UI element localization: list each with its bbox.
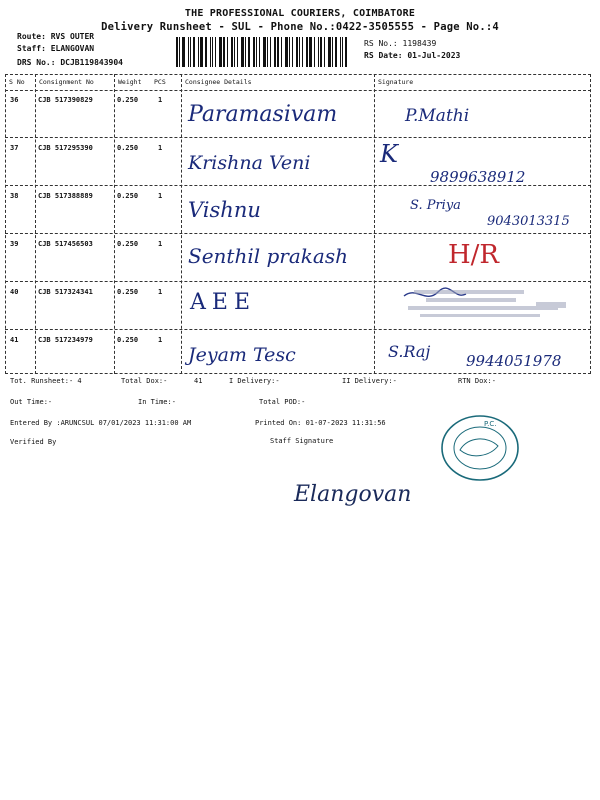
table-bottom-border (5, 373, 591, 374)
barcode-bar (267, 37, 268, 67)
barcode-bar (328, 37, 331, 67)
company-name: THE PROFESSIONAL COURIERS, COIMBATORE (184, 8, 416, 19)
row-weight: 0.250 (117, 192, 139, 200)
barcode-bar (219, 37, 222, 67)
barcode-bar (324, 37, 325, 67)
rs-no-value: 1198439 (402, 39, 437, 48)
col-header-consignment: Consignment No (39, 78, 94, 86)
barcode-bar (231, 37, 233, 67)
row-pcs: 1 (158, 336, 163, 344)
barcode-bar (188, 37, 189, 67)
rs-no-line (364, 39, 436, 48)
staff-value: ELANGOVAN (50, 44, 95, 53)
staff-signature-label: Staff Signature (270, 437, 334, 445)
barcode-bar (253, 37, 255, 67)
barcode-bar (182, 37, 185, 67)
col-header-sno: S No (9, 78, 25, 86)
barcode-bar (320, 37, 322, 67)
barcode-bar (285, 37, 288, 67)
barcode-bar (234, 37, 235, 67)
route-line (17, 32, 94, 41)
row-weight: 0.250 (117, 288, 139, 296)
row-consignee: Senthil prakash (188, 244, 348, 268)
row-consignee: Paramasivam (188, 102, 338, 127)
verified-by: Verified By (10, 438, 57, 446)
table-row (0, 234, 600, 282)
barcode-bar (237, 37, 238, 67)
row-weight: 0.250 (117, 144, 139, 152)
row-signature: S. Priya (410, 198, 461, 213)
row-consignment: CJB 517295390 (38, 144, 93, 152)
printed-on: Printed On: 01-07-2023 11:31:56 (255, 419, 386, 427)
barcode-bar (309, 37, 312, 67)
in-time: In Time:- (138, 398, 176, 406)
faded-stamp-icon (396, 282, 586, 328)
barcode-bar (318, 37, 319, 67)
barcode-bar (335, 37, 337, 67)
row-sno: 41 (10, 336, 19, 344)
barcode-bar (210, 37, 211, 67)
barcode-bar (332, 37, 333, 67)
row-consignment: CJB 517234979 (38, 336, 93, 344)
table-row (0, 330, 600, 378)
barcode-bar (274, 37, 276, 67)
row-phone: 9944051978 (466, 352, 562, 370)
barcode (176, 37, 358, 67)
staff-label: Staff: (17, 44, 46, 53)
barcode-bar (306, 37, 308, 67)
row-pcs: 1 (158, 192, 163, 200)
row-consignment: CJB 517390829 (38, 96, 93, 104)
row-signature: P.Mathi (405, 106, 470, 126)
barcode-bar (241, 37, 244, 67)
route-label: Route: (17, 32, 46, 41)
barcode-bar (263, 37, 266, 67)
row-sno: 39 (10, 240, 19, 248)
rtn-dox: RTN Dox:- (458, 377, 496, 385)
ii-delivery: II Delivery:- (342, 377, 397, 385)
barcode-bar (259, 37, 260, 67)
row-sno: 40 (10, 288, 19, 296)
table-row (0, 90, 600, 138)
barcode-bar (223, 37, 225, 67)
barcode-bar (179, 37, 180, 67)
barcode-bar (245, 37, 246, 67)
barcode-bar (200, 37, 203, 67)
row-sno: 36 (10, 96, 19, 104)
barcode-bar (345, 37, 347, 67)
barcode-bar (277, 37, 279, 67)
table-row (0, 186, 600, 234)
row-pcs: 1 (158, 240, 163, 248)
row-consignee: AEE (190, 290, 257, 315)
barcode-bar (193, 37, 195, 67)
row-pcs: 1 (158, 144, 163, 152)
barcode-bar (205, 37, 207, 67)
barcode-bar (176, 37, 178, 67)
row-pcs: 1 (158, 288, 163, 296)
row-consignee: Krishna Veni (188, 152, 311, 174)
total-dox-label: Total Dox:- (121, 377, 168, 385)
total-pod: Total POD:- (259, 398, 306, 406)
barcode-bar (270, 37, 271, 67)
drs-value: DCJB119843904 (60, 58, 123, 67)
row-phone: 9043013315 (487, 214, 570, 229)
entered-by: Entered By :ARUNCSUL 07/01/2023 11:31:00 AM (10, 419, 192, 427)
col-header-pcs: PCS (154, 78, 166, 86)
barcode-bar (190, 37, 191, 67)
col-header-consignee: Consignee Details (185, 78, 252, 86)
row-pcs: 1 (158, 96, 163, 104)
drs-label: DRS No.: (17, 58, 56, 67)
barcode-bar (340, 37, 341, 67)
col-header-signature: Signature (378, 78, 414, 86)
barcode-bar (212, 37, 213, 67)
barcode-bar (227, 37, 228, 67)
row-weight: 0.250 (117, 336, 139, 344)
row-consignment: CJB 517456503 (38, 240, 93, 248)
row-weight: 0.250 (117, 240, 139, 248)
out-time: Out Time:- (10, 398, 53, 406)
row-sno: 38 (10, 192, 19, 200)
round-stamp-icon (436, 412, 526, 484)
route-value: RVS OUTER (50, 32, 95, 41)
barcode-bar (215, 37, 216, 67)
tot-runsheet: Tot. Runsheet:- 4 (10, 377, 82, 385)
stamp-text: P.C. (484, 420, 497, 428)
barcode-bar (314, 37, 315, 67)
row-signature: S.Raj (388, 342, 431, 361)
row-consignee: Jeyam Tesc (188, 344, 296, 366)
row-signature: H/R (448, 240, 500, 270)
drs-line (17, 58, 123, 67)
table-row (0, 138, 600, 186)
barcode-bar (198, 37, 199, 67)
barcode-bar (289, 37, 290, 67)
barcode-bar (292, 37, 293, 67)
staff-line (17, 44, 94, 53)
table-row (0, 282, 600, 330)
rs-date-label: RS Date: (364, 51, 403, 60)
i-delivery: I Delivery:- (229, 377, 280, 385)
rs-no-label: RS No.: (364, 39, 398, 48)
row-consignment: CJB 517388889 (38, 192, 93, 200)
runsheet-title: Delivery Runsheet - SUL - Phone No.:0422-3505555 - Page No.:4 (101, 21, 499, 33)
col-header-weight: Weight (118, 78, 142, 86)
barcode-bar (302, 37, 303, 67)
row-phone: 9899638912 (430, 168, 526, 186)
barcode-bar (248, 37, 250, 67)
row-signature: K (380, 140, 398, 168)
row-sno: 37 (10, 144, 19, 152)
rs-date-line (364, 51, 460, 60)
barcode-bar (299, 37, 300, 67)
barcode-bar (342, 37, 343, 67)
barcode-bar (256, 37, 257, 67)
rs-date-value: 01-Jul-2023 (407, 51, 461, 60)
total-dox-value: 41 (194, 377, 203, 385)
row-consignment: CJB 517324341 (38, 288, 93, 296)
staff-signature-hand: Elangovan (294, 482, 412, 507)
barcode-bar (296, 37, 298, 67)
row-consignee: Vishnu (188, 198, 261, 222)
row-weight: 0.250 (117, 96, 139, 104)
barcode-bar (281, 37, 282, 67)
